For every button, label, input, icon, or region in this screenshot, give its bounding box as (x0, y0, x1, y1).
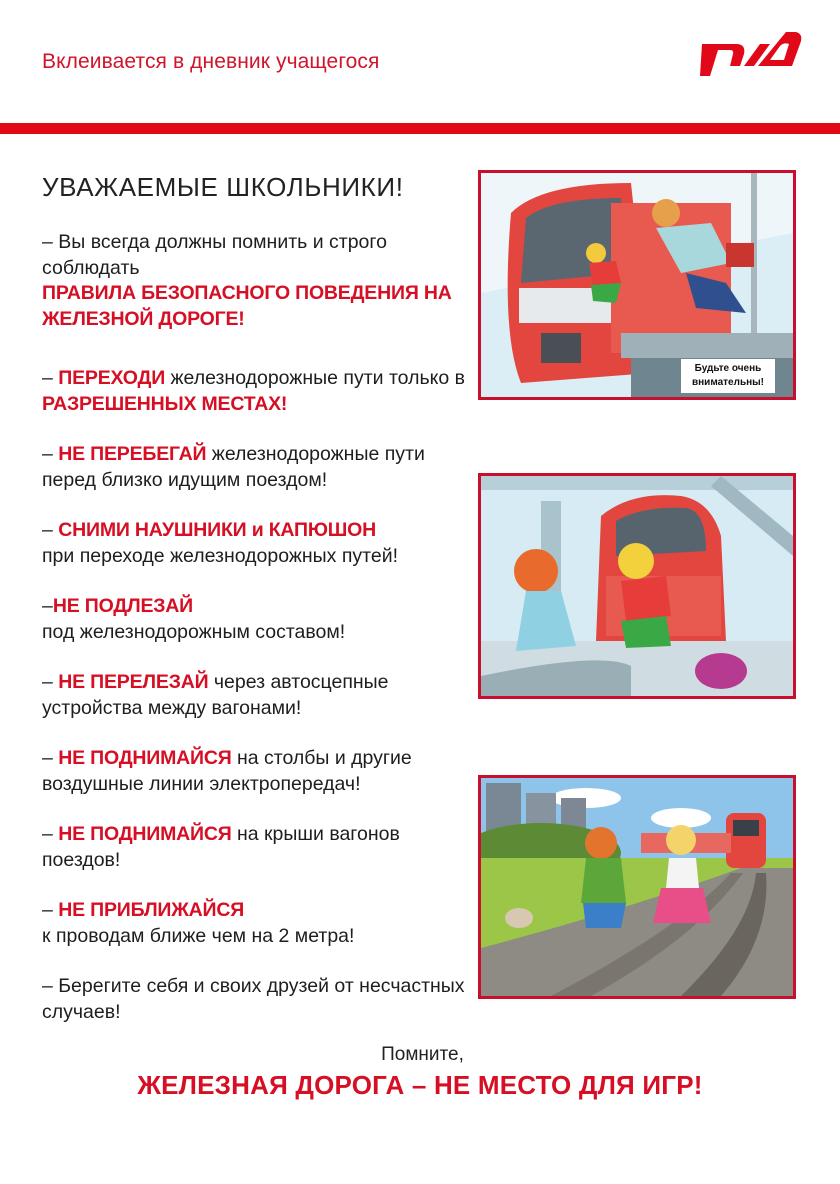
rule-dash: – (42, 519, 59, 541)
rule-text: при переходе железнодорожных путей! (42, 544, 398, 567)
rule-text: через автосцепные устройства между вагонами! (42, 671, 389, 719)
remember-label: Помните, (381, 1044, 464, 1065)
rule-emphasis: РАЗРЕШЕННЫХ МЕСТАХ! (42, 392, 288, 415)
rule-emphasis: НЕ ПОДНИМАЙСЯ (58, 823, 232, 845)
rule-text: железнодорожные пути только в (165, 367, 465, 389)
rule-dash: – (42, 823, 59, 845)
rule-emphasis: ПРАВИЛА БЕЗОПАСНОГО ПОВЕДЕНИЯ НА ЖЕЛЕЗНОЙ ДОРОГЕ! (42, 282, 452, 330)
rule-item (42, 822, 467, 873)
caption-be-careful: Будьте очень внимательны! (681, 359, 775, 393)
illustration-pulling-back (478, 473, 796, 699)
rule-emphasis: ПЕРЕХОДИ (58, 367, 166, 389)
rule-dash: – (42, 367, 59, 389)
slogan: ЖЕЛЕЗНАЯ ДОРОГА – НЕ МЕСТО ДЛЯ ИГР! (137, 1070, 703, 1100)
rule-intro (42, 230, 467, 332)
illustration-platform-danger (478, 170, 796, 400)
rule-emphasis: СНИМИ НАУШНИКИ и КАПЮШОН (58, 519, 377, 541)
rule-dash: – (42, 671, 59, 693)
rule-text: на крыши вагонов поездов! (42, 823, 400, 871)
rule-text: – Вы всегда должны помнить и строго соблюдать (42, 231, 387, 279)
rule-text: на столбы и другие воздушные линии электропередач! (42, 747, 412, 795)
rule-closing (42, 974, 467, 1025)
illustration-walking-on-tracks (478, 775, 796, 999)
rules-list (42, 230, 467, 1050)
page-title: УВАЖАЕМЫЕ ШКОЛЬНИКИ! (42, 172, 404, 202)
rule-item (42, 898, 467, 949)
rule-item (42, 366, 467, 417)
rule-text: железнодорожные пути перед близко идущим поездом! (42, 443, 425, 491)
rule-dash: – (42, 899, 59, 921)
rule-emphasis: НЕ ПРИБЛИЖАЙСЯ (58, 899, 245, 921)
rule-emphasis: НЕ ПОДНИМАЙСЯ (58, 747, 232, 769)
rule-item (42, 518, 467, 569)
rule-dash: – (42, 595, 53, 617)
rule-text: к проводам ближе чем на 2 метра! (42, 924, 355, 947)
rule-item (42, 442, 467, 493)
header-divider (0, 123, 840, 134)
rule-item (42, 746, 467, 797)
rule-emphasis: НЕ ПЕРЕЛЕЗАЙ (58, 671, 209, 693)
rule-emphasis: НЕ ПЕРЕБЕГАЙ (58, 443, 207, 465)
children-tracks-illustration (481, 476, 793, 696)
rzd-logo (700, 30, 802, 78)
rule-dash: – (42, 747, 59, 769)
rule-emphasis: НЕ ПОДЛЕЗАЙ (52, 595, 193, 617)
rzd-logo-icon (700, 30, 802, 78)
rule-text: – Берегите себя и своих друзей от несчастных случаев! (42, 975, 465, 1023)
header-note: Вклеивается в дневник учащегося (42, 50, 380, 73)
rule-item (42, 670, 467, 721)
rule-item (42, 594, 467, 645)
kids-on-tracks-illustration (481, 778, 793, 996)
rule-text: под железнодорожным составом! (42, 620, 346, 643)
rule-dash: – (42, 443, 59, 465)
